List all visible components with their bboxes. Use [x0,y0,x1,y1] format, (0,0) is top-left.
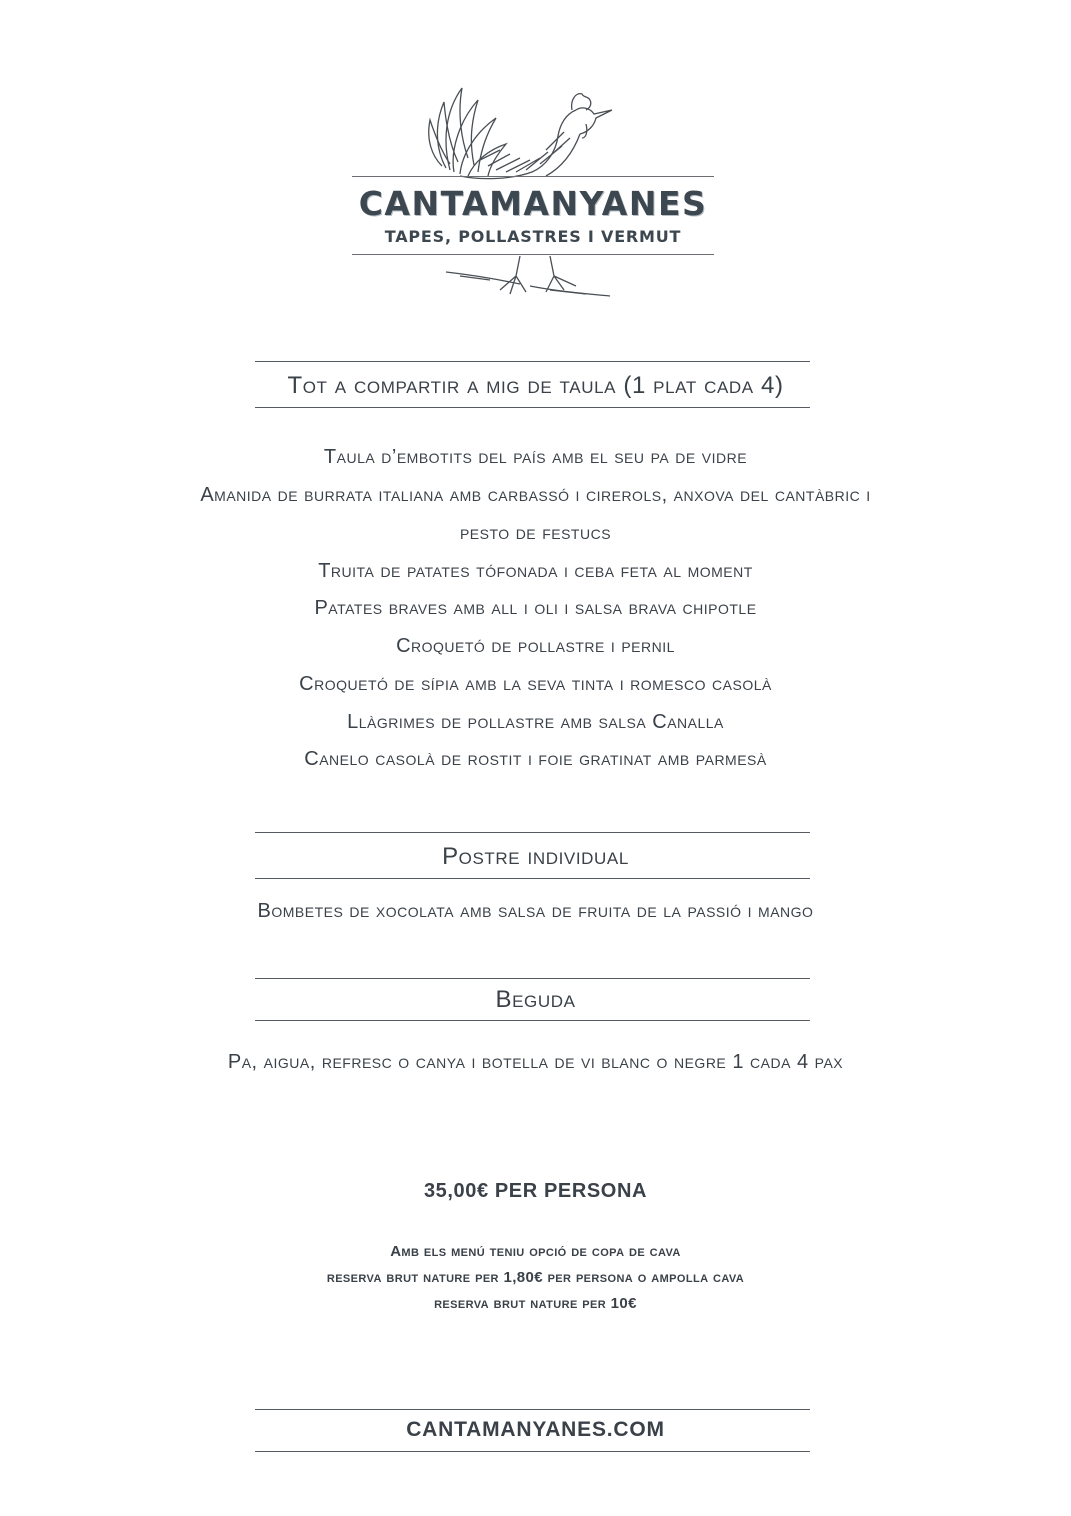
divider [255,878,810,879]
menu-item: Bombetes de xocolata amb salsa de fruita de la passió i mango [257,900,814,922]
divider [255,407,810,408]
menu-item: Patates braves amb all i oli i salsa brava chipotle [314,597,757,619]
brand-tagline: TAPES, POLLASTRES I VERMUT [384,227,682,246]
note-line: reserva brut nature per 10€ [434,1295,637,1312]
menu-item: Canelo casolà de rostit i foie gratinat amb parmesà [304,748,767,770]
divider [255,1451,810,1452]
menu-item: Truita de patates tófonada i ceba feta al moment [318,560,753,582]
divider [255,832,810,833]
note-line: Amb els menú teniu opció de copa de cava [390,1243,681,1260]
divider [255,978,810,979]
brand-name: CANTAMANYANES [358,184,708,223]
menu-item: Taula d’embotits del país amb el seu pa de vidre [323,446,748,468]
note-line: reserva brut nature per 1,80€ per persona o ampolla cava [326,1269,745,1286]
logo [350,80,716,305]
menu-item: Croquetó de sípia amb la seva tinta i romesco casolà [299,673,772,695]
section-heading-sharing: Tot a compartir a mig de taula (1 plat cada 4) [287,372,784,399]
section-heading-dessert: Postre individual [442,843,629,870]
menu-item: Llàgrimes de pollastre amb salsa Canalla [347,711,724,733]
website-link[interactable]: CANTAMANYANES.COM [406,1418,665,1441]
menu-item: Pa, aigua, refresc o canya i botella de vi blanc o negre 1 cada 4 pax [227,1051,844,1073]
divider [255,1409,810,1410]
price: 35,00€ PER PERSONA [423,1180,648,1202]
section-heading-drinks: Beguda [495,986,576,1013]
divider [255,1020,810,1021]
menu-item: Croquetó de pollastre i pernil [396,635,675,657]
menu-item: pesto de festucs [459,522,612,544]
menu-item: Amanida de burrata italiana amb carbassó i cirerols, anxova del cantàbric i [200,484,871,506]
divider [255,361,810,362]
